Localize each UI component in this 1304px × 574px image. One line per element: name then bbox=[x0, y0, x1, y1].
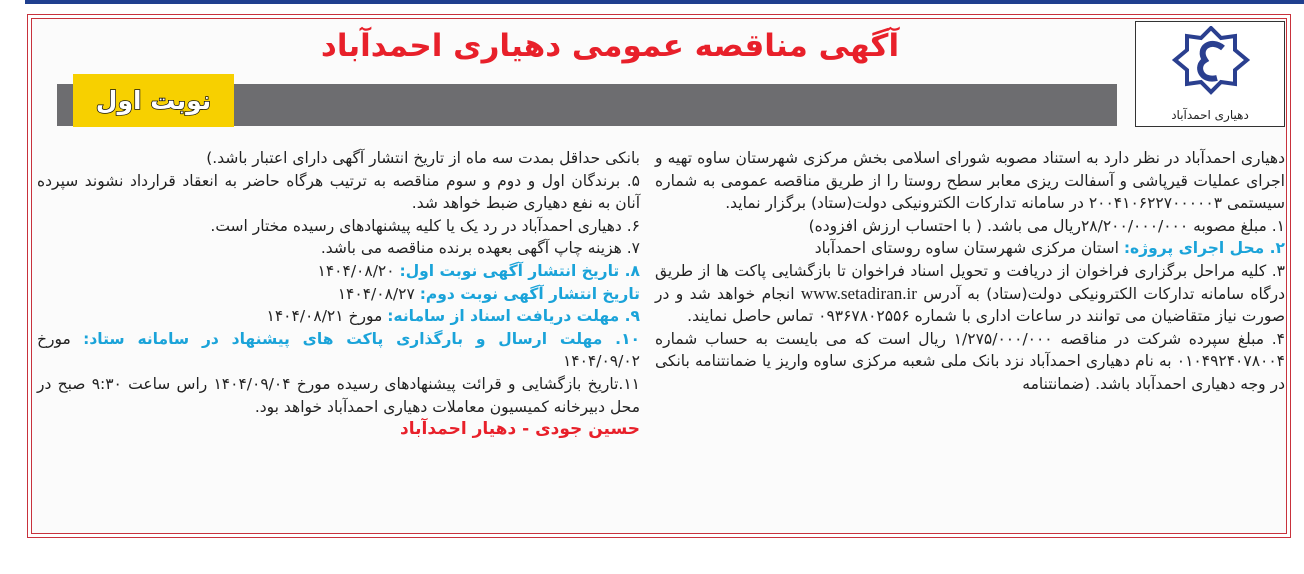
page-title: آگهی مناقصه عمومی دهیاری احمدآباد bbox=[320, 28, 900, 64]
item-11: ۱۱.تاریخ بازگشایی و قرائت پیشنهادهای رسیده مورخ ۱۴۰۴/۰۹/۰۴ راس ساعت ۹:۳۰ صبح در محل دبیرخانه کمیسیون معاملات دهیاری احمدآباد خواهد بود. bbox=[37, 374, 640, 416]
item-8-label: ۸. تاریخ انتشار آگهی نوبت اول: bbox=[399, 261, 640, 280]
item-10-label: ۱۰. مهلت ارسال و بارگذاری پاکت های پیشنهاد در سامانه ستاد: bbox=[83, 329, 640, 348]
round-badge-label: نوبت اول bbox=[95, 86, 212, 115]
signature: حسین جودی - دهیار احمدآباد bbox=[400, 419, 640, 440]
item-9-value: مورخ ۱۴۰۴/۰۸/۲۱ bbox=[266, 307, 388, 326]
item-10 bbox=[37, 328, 640, 373]
item-8 bbox=[37, 260, 640, 283]
item-4-cont: بانکی حداقل بمدت سه ماه از تاریخ انتشار آگهی دارای اعتبار باشد.) bbox=[206, 149, 640, 167]
item-8b-label: تاریخ انتشار آگهی نوبت دوم: bbox=[419, 284, 640, 303]
item-2 bbox=[655, 237, 1285, 260]
item-3-text: ۳. کلیه مراحل برگزاری فراخوان از دریافت و تحویل اسناد فراخوان تا بازگشایی پاکت ها از طریق درگاه سامانه تدارکات الکترونیکی دولت(ستاد) به آدرس bbox=[655, 261, 1286, 303]
logo-caption: دهیاری احمدآباد bbox=[1171, 108, 1249, 122]
item-10-value: مورخ ۱۴۰۴/۰۹/۰۲ bbox=[37, 329, 640, 371]
item-7: ۷. هزینه چاپ آگهی بعهده برنده مناقصه می باشد. bbox=[320, 239, 640, 258]
item-4: ۴. مبلغ سپرده شرکت در مناقصه ۱/۲۷۵/۰۰۰/۰۰۰ ریال است که می بایست به حساب شماره ۰۱۰۴۹۲۴۰۷۸۰۰۴ به نام دهیاری احمدآباد نزد بانک ملی شعبه مرکزی ساوه واریز یا ضمانتنامه بانکی در وجه دهیاری احمدآباد باشد. (ضمانتنامه bbox=[655, 329, 1285, 393]
item-2-text: استان مرکزی شهرستان ساوه روستای احمدآباد bbox=[814, 239, 1124, 258]
round-badge bbox=[73, 74, 234, 127]
intro-paragraph: دهیاری احمدآباد در نظر دارد به استناد مصوبه شورای اسلامی بخش مرکزی شهرستان ساوه تهیه و اجرای عملیات قیرپاشی و آسفالت ریزی معابر سطح روستا را از طریق مناقصه عمومی به شماره سیستمی ۲۰۰۴۱۰۶۲۲۷۰۰۰۰۰۳ در سامانه تدارکات الکترونیکی دولت(ستاد) برگزار نماید. bbox=[655, 149, 1285, 213]
item-3-text-cont: انجام خواهد شد و در صورت نیاز متقاضیان می توانند در ساعات اداری با شماره ۰۹۳۶۷۸۰۲۵۵۶ تماس حاصل نمایند. bbox=[655, 284, 1285, 326]
item-2-label: ۲. محل اجرای پروژه: bbox=[1123, 239, 1285, 258]
logo-emblem-icon bbox=[1171, 26, 1251, 96]
setadiran-link[interactable]: www.setadiran.ir bbox=[800, 283, 917, 303]
item-3 bbox=[655, 260, 1285, 328]
right-column bbox=[655, 147, 1285, 396]
dehyari-logo bbox=[1135, 21, 1285, 127]
item-9 bbox=[37, 305, 640, 328]
top-border bbox=[25, 0, 1304, 4]
item-5: ۵. برندگان اول و دوم و سوم مناقصه به ترتیب هرگاه حاضر به انعقاد قرارداد نشوند سپرده آنان به نفع دهیاری ضبط خواهد شد. bbox=[37, 171, 640, 213]
item-8b-value: ۱۴۰۴/۰۸/۲۷ bbox=[337, 284, 420, 303]
item-8-value: ۱۴۰۴/۰۸/۲۰ bbox=[317, 261, 400, 280]
item-1: ۱. مبلغ مصوبه ۲۸/۲۰۰/۰۰۰/۰۰۰ریال می باشد. ( با احتساب ارزش افزوده) bbox=[808, 216, 1285, 235]
item-8b bbox=[37, 283, 640, 306]
item-9-label: ۹. مهلت دریافت اسناد از سامانه: bbox=[387, 307, 640, 326]
left-column bbox=[37, 147, 640, 441]
item-6: ۶. دهیاری احمدآباد در رد یک یا کلیه پیشنهادهای رسیده مختار است. bbox=[210, 216, 640, 235]
